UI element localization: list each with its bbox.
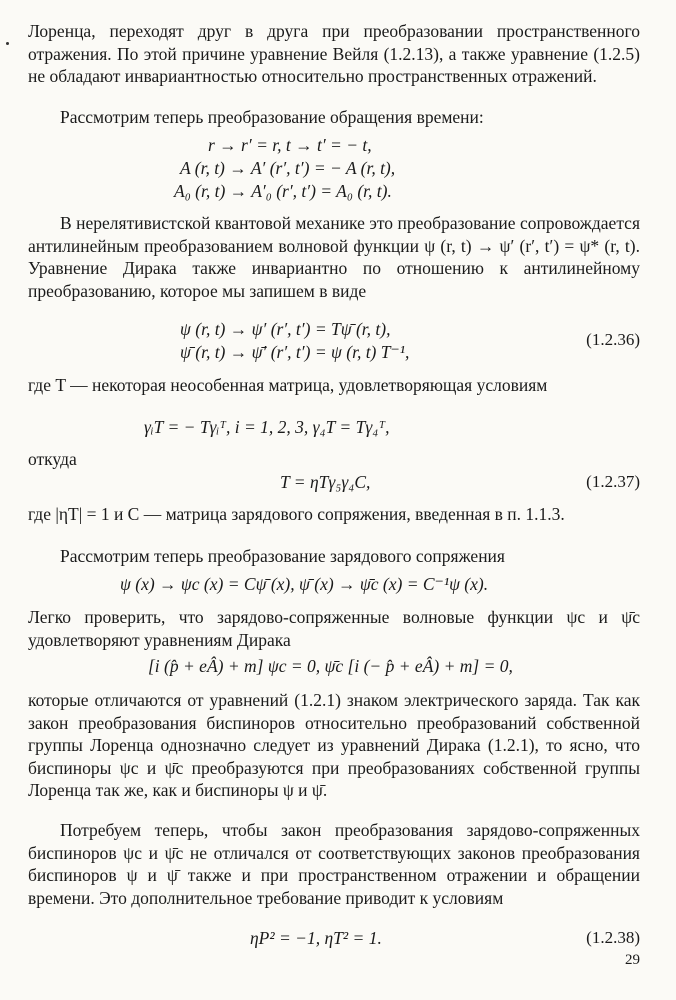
- paragraph-1: Лоренца, переходят друг в друга при преобразовании пространственного отражения. По этой причине уравнение Вейля (1.2.13), а также уравнение (1.2.5) не обладают инвариантностью относительно пространственных отражений.: [28, 21, 640, 86]
- equation-dirac-conjugated: [i (p̂ + eÂ) + m] ψc = 0, ψ̄c [i (− p̂ + eÂ) + m] = 0,: [148, 656, 513, 676]
- equation-T-matrix: T = ηTγ₅γ₄C,: [280, 472, 371, 492]
- equation-psi-transform: ψ (r, t) → ψ′ (r′, t′) = Tψ̄ (r, t),: [180, 319, 391, 339]
- equation-number-1-2-36: (1.2.36): [586, 330, 640, 349]
- equation-psibar-transform: ψ̄ (r, t) → ψ̄′ (r′, t′) = ψ (r, t) T⁻¹,: [180, 342, 410, 362]
- paragraph-9: которые отличаются от уравнений (1.2.1) знаком электрического заряда. Так как закон преобразования биспиноров относительно преобразований собственной группы Лоренца однозначно следует из уравнений Дирака (1.2.1), то ясно, что биспиноры ψc и ψ̄c преобразуются при преобразованиях собственной группы Лоренца так же, как и биспиноры ψ и ψ̄.: [28, 690, 640, 800]
- equation-time-reversal-coords: r → r′ = r, t → t′ = − t,: [208, 135, 372, 155]
- paragraph-8: Легко проверить, что зарядово-сопряженные волновые функции ψc и ψ̄c удовлетворяют уравнениям Дирака: [28, 607, 640, 650]
- paragraph-7: Рассмотрим теперь преобразование зарядового сопряжения: [60, 546, 505, 566]
- paragraph-2: Рассмотрим теперь преобразование обращения времени:: [60, 107, 484, 127]
- page-number: 29: [625, 952, 640, 968]
- equation-number-1-2-38: (1.2.38): [586, 928, 640, 947]
- equation-number-1-2-37: (1.2.37): [586, 472, 640, 491]
- paragraph-6: где |ηT| = 1 и C — матрица зарядового сопряжения, введенная в п. 1.1.3.: [28, 504, 565, 524]
- paragraph-5: откуда: [28, 449, 77, 469]
- equation-time-reversal-scalar: A₀ (r, t) → A′₀ (r′, t′) = A₀ (r, t).: [174, 181, 392, 201]
- equation-charge-conjugation: ψ (x) → ψc (x) = Cψ̄ (x), ψ̄ (x) → ψ̄c (x) = C⁻¹ψ (x).: [120, 574, 489, 594]
- paragraph-10: Потребуем теперь, чтобы закон преобразования зарядово-сопряженных биспиноров ψc и ψ̄c не отличался от соответствующих законов преобразования биспиноров ψ и ψ̄ также и при пространственном отражении и обращении времени. Это дополнительное требование приводит к условиям: [28, 820, 640, 908]
- equation-eta-conditions: ηP² = −1, ηT² = 1.: [250, 928, 382, 948]
- equation-gamma-conditions: γᵢT = − Tγᵢᵀ, i = 1, 2, 3, γ₄T = Tγ₄ᵀ,: [144, 417, 390, 437]
- equation-time-reversal-vector: A (r, t) → A′ (r′, t′) = − A (r, t),: [180, 158, 396, 178]
- paragraph-3: В нерелятивистской квантовой механике это преобразование сопровождается антилинейным преобразованием волновой функции ψ (r, t) → ψ′ (r′, t′) = ψ* (r, t). Уравнение Дирака также инвариантно по отношению к антилинейному преобразованию, которое мы запишем в виде: [28, 213, 640, 301]
- margin-dot: [6, 42, 9, 45]
- paragraph-4: где T — некоторая неособенная матрица, удовлетворяющая условиям: [28, 375, 548, 395]
